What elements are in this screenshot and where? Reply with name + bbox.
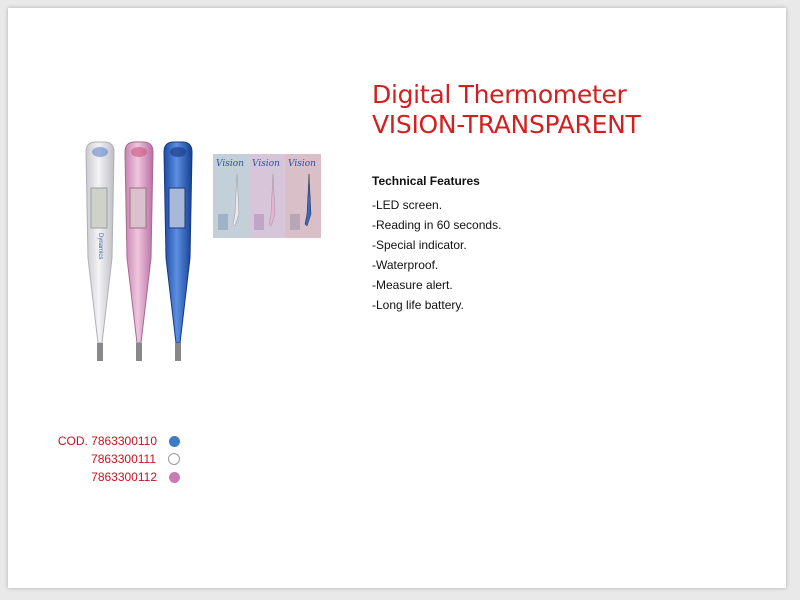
code-label: COD. 7863300110: [57, 434, 157, 448]
thermometer-white: [86, 142, 114, 361]
product-title-line1: Digital Thermometer: [372, 80, 627, 109]
feature-item: -Measure alert.: [372, 278, 453, 292]
code-row: [91, 468, 180, 486]
feature-item: -Special indicator.: [372, 238, 467, 252]
code-row: [91, 450, 180, 468]
svg-text:Vision: Vision: [252, 159, 280, 169]
catalog-page: [8, 8, 786, 588]
thermometers-image: [72, 138, 212, 368]
color-swatch-pink: [169, 472, 180, 483]
color-swatch-blue: [169, 436, 180, 447]
feature-item: -Waterproof.: [372, 258, 439, 272]
feature-item: -LED screen.: [372, 198, 443, 212]
svg-text:Vision: Vision: [216, 159, 244, 169]
thermometer-blue: [164, 142, 192, 361]
features-heading: Technical Features: [372, 174, 480, 188]
feature-item: -Long life battery.: [372, 298, 464, 312]
technical-features: [372, 174, 501, 315]
product-title-line2: VISION-TRANSPARENT: [372, 110, 641, 139]
feature-item: -Reading in 60 seconds.: [372, 218, 502, 232]
product-title: [372, 80, 640, 140]
code-label: 7863300111: [91, 452, 156, 466]
thermometer-pink: [125, 142, 153, 361]
color-swatch-white: [168, 453, 180, 465]
svg-text:Dynamics: Dynamics: [97, 233, 103, 260]
svg-text:Vision: Vision: [288, 159, 316, 169]
package-image: [213, 154, 321, 238]
code-label: 7863300112: [91, 470, 157, 484]
code-row: [58, 432, 180, 450]
